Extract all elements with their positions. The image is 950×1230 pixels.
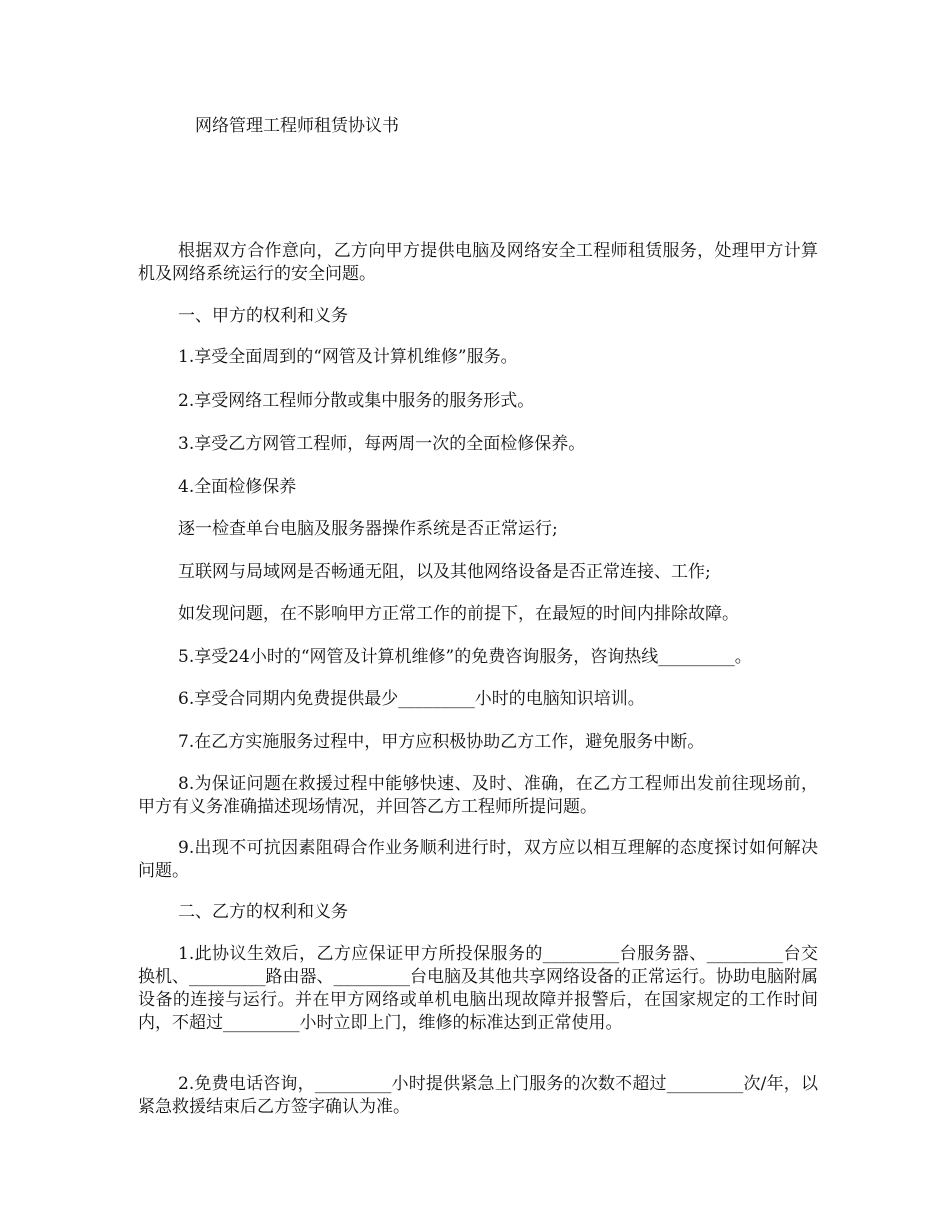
clause-a-4-item-2: 互联网与局域网是否畅通无阻，以及其他网络设备是否正常连接、工作; [178, 562, 711, 582]
clause-a-4-item-1: 逐一检查单台电脑及服务器操作系统是否正常运行; [178, 519, 558, 539]
clause-a-9: 9.出现不可抗因素阻碍合作业务顺利进行时，双方应以相互理解的态度探讨如何解决问题。 [138, 838, 818, 881]
clause-a-8: 8.为保证问题在救援过程中能够快速、及时、准确，在乙方工程师出发前往现场前，甲方有义务准确描述现场情况，并回答乙方工程师所提问题。 [138, 774, 818, 817]
clause-a-1: 1.享受全面周到的“网管及计算机维修”服务。 [178, 347, 518, 367]
clause-a-7: 7.在乙方实施服务过程中，甲方应积极协助乙方工作，避免服务中断。 [178, 732, 705, 752]
document-title: 网络管理工程师租赁协议书 [195, 116, 399, 136]
clause-a-4: 4.全面检修保养 [178, 477, 297, 497]
clause-a-5: 5.享受24小时的“网管及计算机维修”的免费咨询服务，咨询热线_________。 [178, 647, 752, 667]
clause-b-1: 1.此协议生效后，乙方应保证甲方所投保服务的_________台服务器、_________台交换机、_________路由器、_________台电脑及其他共享网络设备的正常运行。协助电脑附属设备的连接与运行。并在甲方网络或单机电脑出现故障并报警后，在国家规定的工作时间内，不超过_________小时立即上门，维修的标准达到正常使用。 [138, 944, 818, 1033]
intro-paragraph: 根据双方合作意向，乙方向甲方提供电脑及网络安全工程师租赁服务，处理甲方计算机及网络系统运行的安全问题。 [138, 241, 818, 284]
clause-a-2: 2.享受网络工程师分散或集中服务的服务形式。 [178, 391, 535, 411]
clause-b-2: 2.免费电话咨询，_________小时提供紧急上门服务的次数不超过_________次/年，以紧急救援结束后乙方签字确认为准。 [138, 1074, 818, 1117]
clause-a-6: 6.享受合同期内免费提供最少_________小时的电脑知识培训。 [178, 689, 645, 709]
clause-a-4-item-3: 如发现问题，在不影响甲方正常工作的前提下，在最短的时间内排除故障。 [178, 604, 739, 624]
clause-a-3: 3.享受乙方网管工程师，每两周一次的全面检修保养。 [178, 434, 586, 454]
section-heading-party-b: 二、乙方的权利和义务 [178, 902, 348, 922]
section-heading-party-a: 一、甲方的权利和义务 [178, 306, 348, 326]
